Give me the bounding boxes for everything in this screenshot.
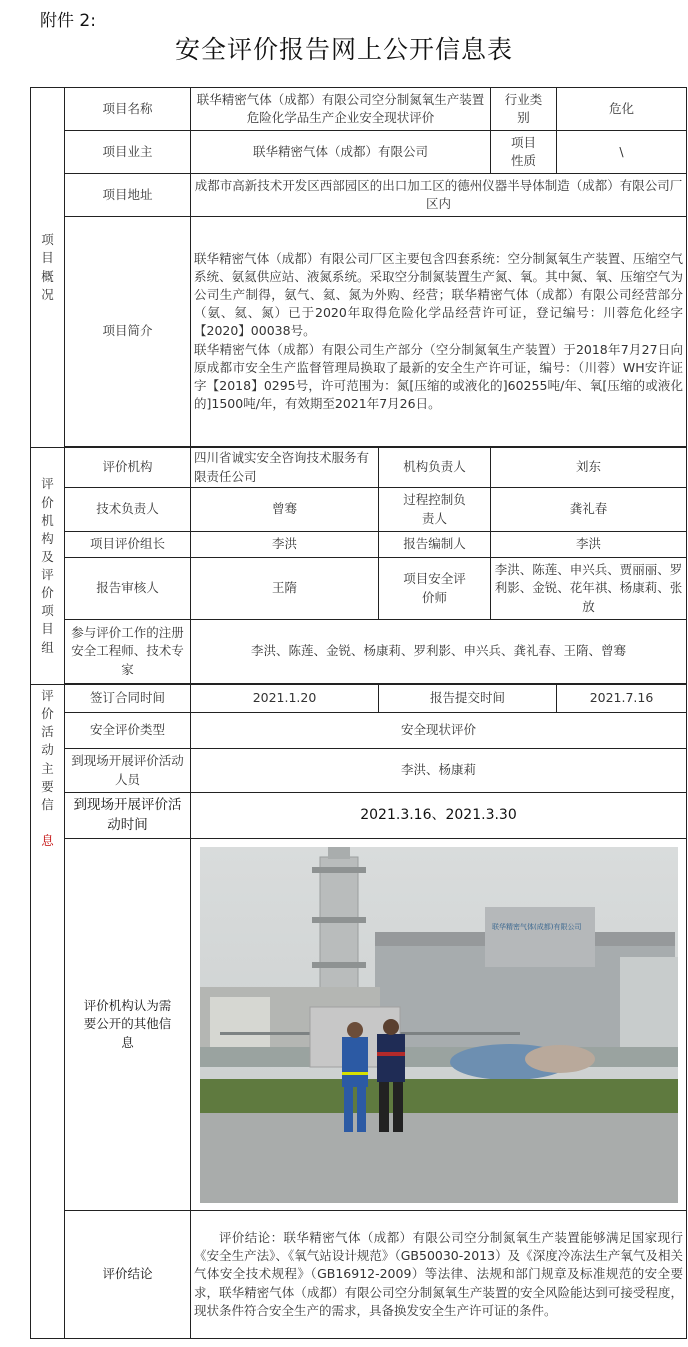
- staff-value: 李洪、杨康莉: [191, 749, 687, 793]
- reviewer-value: 王隋: [191, 558, 379, 620]
- page-title: 安全评价报告网上公开信息表: [174, 35, 513, 64]
- owner-value: 联华精密气体（成都）有限公司: [191, 131, 491, 174]
- site-photo-drawing: [200, 847, 678, 1203]
- evaluators-label: 项目安全评价师: [379, 558, 491, 620]
- staff-label: 到现场开展评价活动人员: [65, 749, 191, 793]
- owner-label: 项目业主: [65, 131, 191, 174]
- intro-paragraph-1: 联华精密气体（成都）有限公司厂区主要包含四套系统：空分制氮氧生产装置、压缩空气系统、氨氦供应站、液氮系统。采取空分制氮装置生产氮、氧。其中氮、氧、压缩空气为公司生产制得，氨气、氦、氮为外购、经营；联华精密气体（成都）有限公司经营部分（氨、氦、氮）已于2020年取得危险化学品经营许可证，登记编号：川蓉危化经字【2020】00038号。: [194, 250, 683, 339]
- report-author-label: 报告编制人: [379, 532, 491, 558]
- conclusion-label: 评价结论: [65, 1211, 191, 1339]
- tech-lead-label: 技术负责人: [65, 488, 191, 532]
- industry-label: 行业类别: [491, 88, 557, 131]
- project-name-label: 项目名称: [65, 88, 191, 131]
- section-activity: 评价活动主要信 息: [31, 685, 65, 1339]
- evaluators-value: 李洪、陈莲、申兴兵、贾丽丽、罗利影、金锐、花年祺、杨康莉、张放: [491, 558, 687, 620]
- section-activity-tail: 息: [41, 833, 54, 848]
- photo-cell: [191, 839, 687, 1211]
- conclusion-value: 评价结论：联华精密气体（成都）有限公司空分制氮氧生产装置能够满足国家现行《安全生产法》、《氧气站设计规范》（GB50030-2013）及《深度冷冻法生产氧气及相关气体安全技术规程》（GB16912-2009）等法律、法规和部门规章及标准规范的安全要求，联华精密气体（成都）有限公司空分制氮氧生产装置的安全风险能达到可接受程度，现状条件符合安全生产的需求，具备换发安全生产许可证的条件。: [191, 1211, 687, 1339]
- agency-head-label: 机构负责人: [379, 448, 491, 488]
- process-lead-value: 龚礼春: [491, 488, 687, 532]
- project-name: 联华精密气体（成都）有限公司空分制氮氧生产装置危险化学品生产企业安全现状评价: [191, 88, 491, 131]
- contract-label: 签订合同时间: [65, 685, 191, 713]
- address-label: 项目地址: [65, 174, 191, 217]
- nature-value: \: [557, 131, 687, 174]
- contract-date: 2021.1.20: [191, 685, 379, 713]
- process-lead-label: 过程控制负责人: [379, 488, 491, 532]
- report-author-value: 李洪: [491, 532, 687, 558]
- time-label: 到现场开展评价活动时间: [65, 793, 191, 839]
- engineers-value: 李洪、陈莲、金锐、杨康莉、罗利影、申兴兵、龚礼春、王隋、曾骞: [191, 620, 687, 684]
- team-lead-value: 李洪: [191, 532, 379, 558]
- agency-head-value: 刘东: [491, 448, 687, 488]
- engineers-label: 参与评价工作的注册安全工程师、技术专家: [65, 620, 191, 684]
- time-value: 2021.3.16、2021.3.30: [191, 793, 687, 839]
- site-photo: [200, 847, 678, 1203]
- eval-type-value: 安全现状评价: [191, 713, 687, 749]
- submit-label: 报告提交时间: [379, 685, 557, 713]
- attachment-label: 附件 2:: [40, 11, 96, 31]
- section-overview: 项目概况: [31, 88, 65, 448]
- address-value: 成都市高新技术开发区西部园区的出口加工区的德州仪器半导体制造（成都）有限公司厂区内: [191, 174, 687, 217]
- reviewer-label: 报告审核人: [65, 558, 191, 620]
- info-table: [30, 87, 687, 1339]
- industry-value: 危化: [557, 88, 687, 131]
- eval-type-label: 安全评价类型: [65, 713, 191, 749]
- intro-value: [191, 217, 687, 447]
- team-lead-label: 项目评价组长: [65, 532, 191, 558]
- intro-paragraph-2: 联华精密气体（成都）有限公司生产部分（空分制氮氧生产装置）于2018年7月27日向原成都市安全生产监督管理局换取了最新的安全生产许可证，编号：（川蓉）WH安许证字【2018】0295号，许可范围为：氮[压缩的或液化的]60255吨/年、氧[压缩的或液化的]1500吨/年，有效期至2021年7月26日。: [194, 341, 683, 411]
- submit-date: 2021.7.16: [557, 685, 687, 713]
- section-org: 评价机构及评价项目组: [31, 448, 65, 685]
- agency-label: 评价机构: [65, 448, 191, 488]
- intro-label: 项目简介: [65, 217, 191, 447]
- nature-label: 项目性质: [491, 131, 557, 174]
- tech-lead-value: 曾骞: [191, 488, 379, 532]
- photo-building-sign: 联华精密气体(成都)有限公司: [491, 922, 581, 931]
- other-info-label: 评价机构认为需要公开的其他信息: [65, 839, 191, 1211]
- agency-value: 四川省诚实安全咨询技术服务有限责任公司: [191, 448, 379, 488]
